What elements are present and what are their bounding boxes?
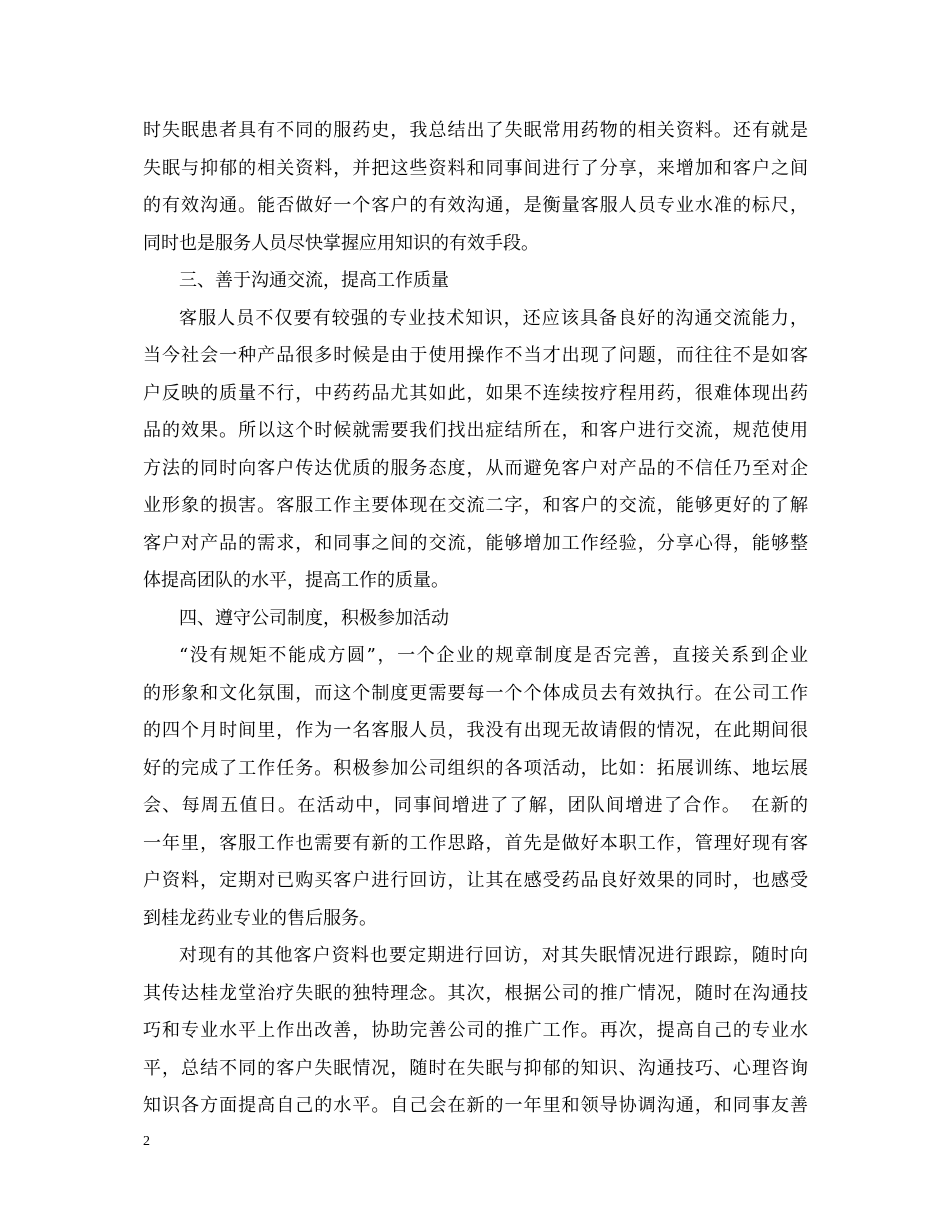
text-line: 同时也是服务人员尽快掌握应用知识的有效手段。 <box>143 232 539 254</box>
text-line: 业形象的损害。客服工作主要体现在交流二字，和客户的交流，能够更好的了解 <box>143 495 808 516</box>
text-line: 客户对产品的需求，和同事之间的交流，能够增加工作经验，分享心得，能够整 <box>143 532 808 554</box>
text-line: 户资料，定期对已购买客户进行回访，让其在感受药品良好效果的同时，也感受 <box>143 870 808 891</box>
text-line: 的四个月时间里，作为一名客服人员，我没有出现无故请假的情况，在此期间很 <box>143 720 808 741</box>
text-line: “没有规矩不能成方圆”，一个企业的规章制度是否完善，直接关系到企业 <box>179 645 808 666</box>
text-line: 好的完成了工作任务。积极参加公司组织的各项活动，比如：拓展训练、地坛展 <box>143 757 808 779</box>
body-text <box>143 112 808 1125</box>
text-line: 一年里，客服工作也需要有新的工作思路，首先是做好本职工作，管理好现有客 <box>143 832 808 854</box>
text-line: 对现有的其他客户资料也要定期进行回访，对其失眠情况进行跟踪，随时向 <box>179 945 808 966</box>
text-line: 体提高团队的水平，提高工作的质量。 <box>143 570 449 591</box>
text-line: 的形象和文化氛围，而这个制度更需要每一个个体成员去有效执行。在公司工作 <box>143 682 808 704</box>
section-heading: 四、遵守公司制度，积极参加活动 <box>179 607 449 629</box>
text-line: 会、每周五值日。在活动中，同事间增进了了解，团队间增进了合作。 在新的 <box>143 795 808 816</box>
section-heading: 三、善于沟通交流，提高工作质量 <box>179 270 449 291</box>
text-line: 客服人员不仅要有较强的专业技术知识，还应该具备良好的沟通交流能力， <box>179 307 808 329</box>
text-line: 平，总结不同的客户失眠情况，随时在失眠与抑郁的知识、沟通技巧、心理咨询 <box>143 1057 808 1079</box>
text-line: 品的效果。所以这个时候就需要我们找出症结所在，和客户进行交流，规范使用 <box>143 420 808 441</box>
text-line: 到桂龙药业专业的售后服务。 <box>143 907 377 929</box>
page-number: 2 <box>143 1134 150 1149</box>
text-line: 其传达桂龙堂治疗失眠的独特理念。其次，根据公司的推广情况，随时在沟通技 <box>143 982 808 1004</box>
text-line: 巧和专业水平上作出改善，协助完善公司的推广工作。再次，提高自己的专业水 <box>143 1020 808 1041</box>
text-line: 的有效沟通。能否做好一个客户的有效沟通，是衡量客服人员专业水准的标尺， <box>143 195 808 216</box>
text-line: 时失眠患者具有不同的服药史，我总结出了失眠常用药物的相关资料。还有就是 <box>143 120 808 141</box>
text-line: 方法的同时向客户传达优质的服务态度，从而避免客户对产品的不信任乃至对企 <box>143 457 808 479</box>
text-line: 失眠与抑郁的相关资料，并把这些资料和同事间进行了分享，来增加和客户之间 <box>143 157 808 179</box>
text-line: 当今社会一种产品很多时候是由于使用操作不当才出现了问题，而往往不是如客 <box>143 345 808 366</box>
text-line: 知识各方面提高自己的水平。自己会在新的一年里和领导协调沟通，和同事友善 <box>143 1095 808 1116</box>
text-line: 户反映的质量不行，中药药品尤其如此，如果不连续按疗程用药，很难体现出药 <box>143 382 808 404</box>
